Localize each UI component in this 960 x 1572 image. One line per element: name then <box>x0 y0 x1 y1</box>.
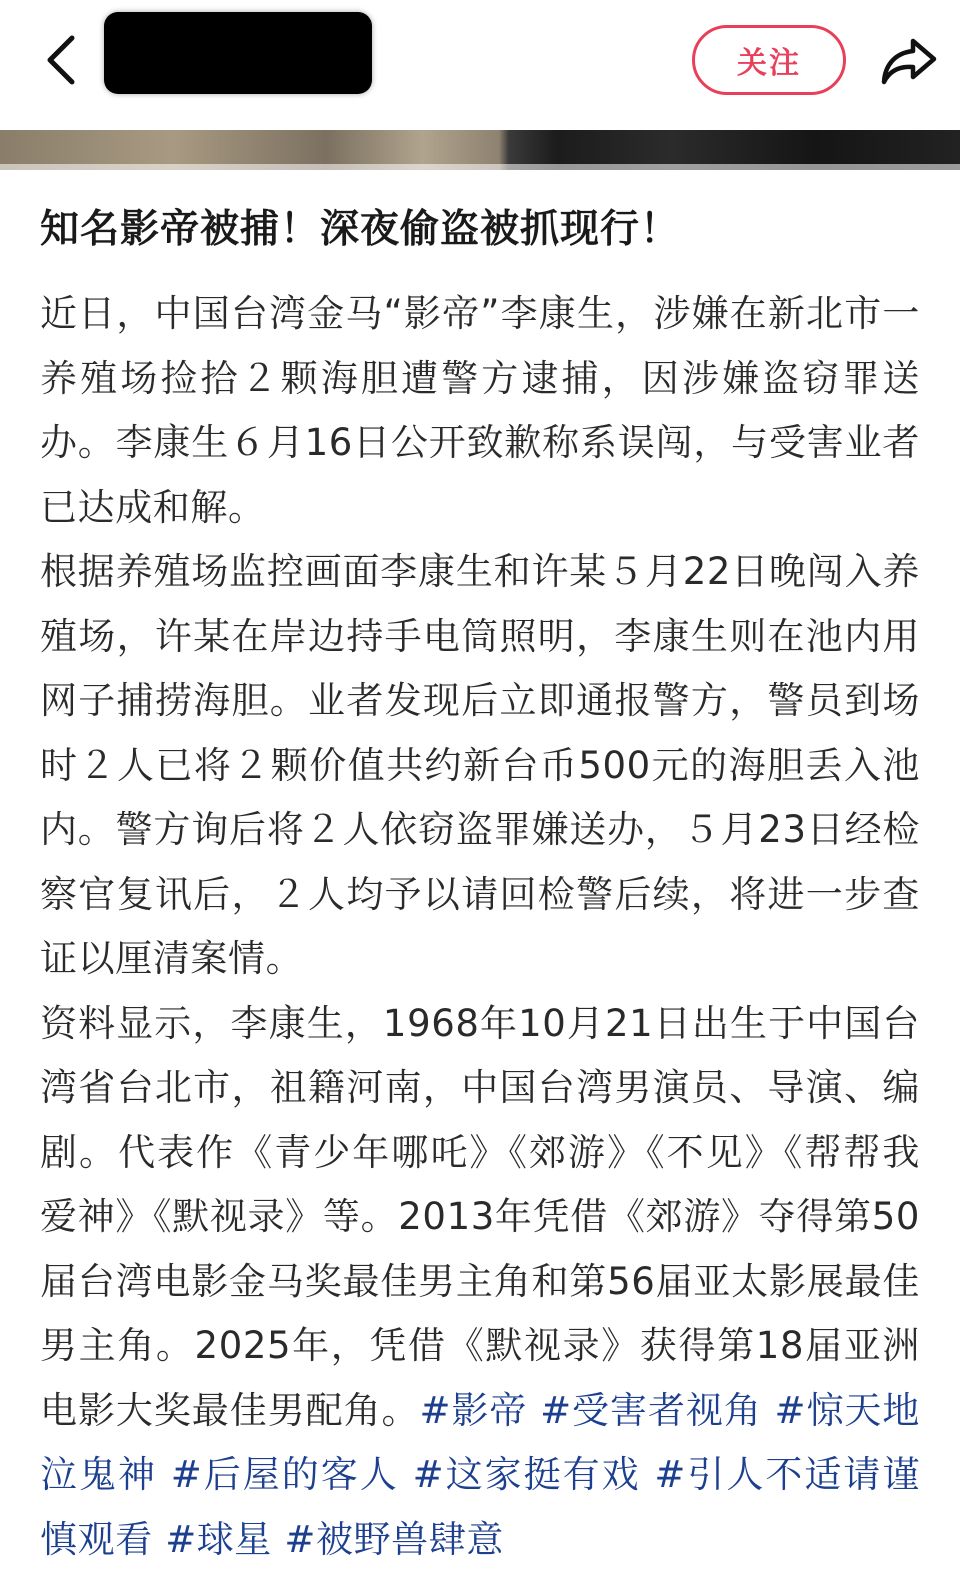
hashtag-link[interactable]: #影帝 <box>420 1389 528 1432</box>
hashtag-link[interactable]: #被野兽肆意 <box>284 1518 504 1561</box>
hashtag-link[interactable]: #这家挺有戏 <box>413 1453 641 1496</box>
hashtag-link[interactable]: #引人不适请谨慎观看 <box>40 1453 920 1561</box>
media-image-strip[interactable] <box>0 130 960 170</box>
article-paragraph-3 <box>40 992 920 1572</box>
follow-button[interactable]: 关注 <box>692 25 846 95</box>
article-paragraph-1: 近日，中国台湾金马“影帝”李康生，涉嫌在新北市一养殖场捡拾２颗海胆遭警方逮捕，因涉嫌盗窃罪送办。李康生６月16日公开致歉称系误闯，与受害业者已达成和解。 <box>40 282 920 540</box>
redacted-account-name <box>104 12 372 94</box>
hashtag-link[interactable]: #后屋的客人 <box>171 1453 399 1496</box>
back-button[interactable] <box>36 32 86 88</box>
hashtag-link[interactable]: #惊天地泣鬼神 <box>40 1389 920 1497</box>
article-paragraph-2: 根据养殖场监控画面李康生和许某５月22日晚闯入养殖场，许某在岸边持手电筒照明，李康生则在池内用网子捕捞海胆。业者发现后立即通报警方，警员到场时２人已将２颗价值共约新台币500元的海胆丢入池内。警方询后将２人依窃盗罪嫌送办，５月23日经检察官复讯后，２人均予以请回检警后续，将进一步查证以厘清案情。 <box>40 540 920 992</box>
article-paragraph-3-text: 资料显示，李康生，1968年10月21日出生于中国台湾省台北市，祖籍河南，中国台湾男演员、导演、编剧。代表作《青少年哪吒》《郊游》《不见》《帮帮我爱神》《默视录》等。2013年凭借《郊游》夺得第50届台湾电影金马奖最佳男主角和第56届亚太影展最佳男主角。2025年，凭借《默视录》获得第18届亚洲电影大奖最佳男配角。 <box>40 1002 920 1432</box>
article-body <box>40 198 920 1572</box>
hashtag-link[interactable]: #受害者视角 <box>540 1389 762 1432</box>
hashtag-link[interactable]: #球星 <box>165 1518 272 1561</box>
share-button[interactable] <box>876 30 942 92</box>
top-bar <box>0 0 960 130</box>
share-arrow-icon <box>880 36 938 86</box>
chevron-left-icon <box>44 34 78 86</box>
article-title: 知名影帝被捕！深夜偷盗被抓现行！ <box>40 198 920 262</box>
